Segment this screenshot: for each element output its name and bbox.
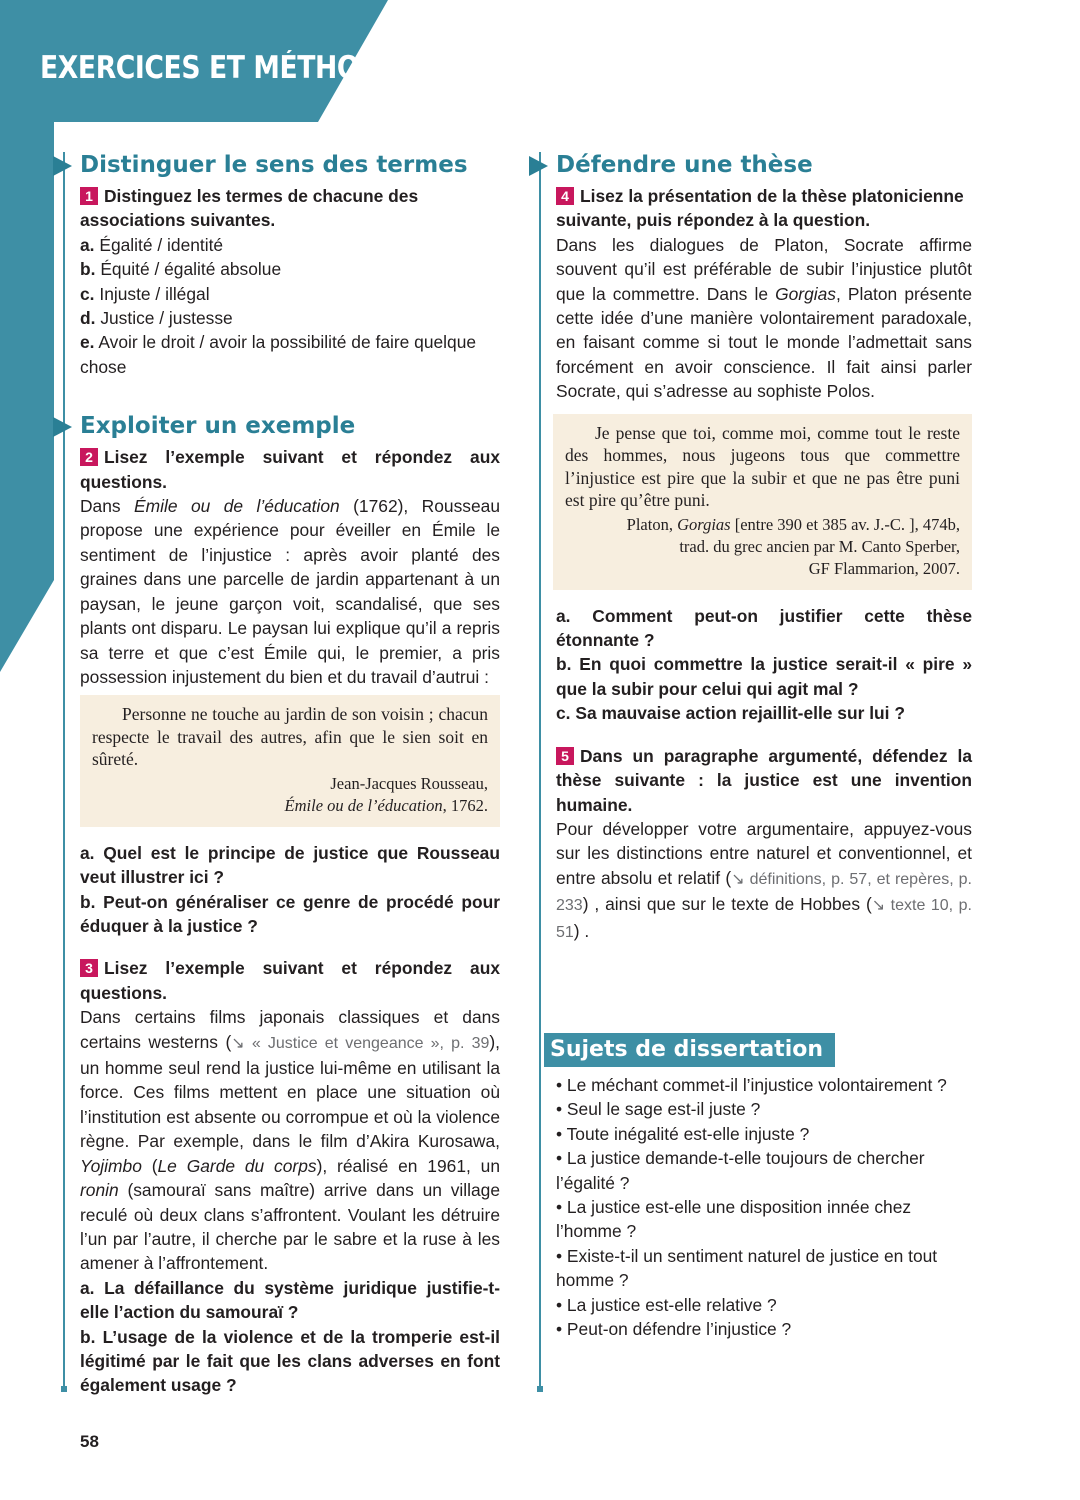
- list-item: • Seul le sage est-il juste ?: [556, 1099, 761, 1120]
- platon-quote: [553, 414, 972, 590]
- exercise-5-body: Pour développer votre argumentaire, appuyez-vous sur les distinctions entre naturel et conventionnel, et entre absolu et relatif (↘ définitions, p. 57, et repères, p. 233) , ainsi que sur le texte de Hobbes (↘ texte 10, p. 51) .: [556, 818, 972, 941]
- exercise-number-badge: 5: [556, 747, 574, 765]
- right-column-rule: [539, 152, 541, 1388]
- list-item: a. Égalité / identité: [80, 234, 224, 255]
- section-title-distinguer: [68, 150, 500, 180]
- exercise-4-instruction: [556, 184, 972, 233]
- cross-reference: ↘ texte 10, p. 51: [556, 897, 972, 941]
- list-item: • Toute inégalité est-elle injuste ?: [556, 1123, 810, 1144]
- list-item: e. Avoir le droit / avoir la possibilité de faire quelque chose: [80, 332, 477, 377]
- instruction-text: Distinguez les termes de chacune des associations suivantes.: [80, 186, 419, 231]
- exercise-3-body: Dans certains films japonais classiques et dans certains westerns (↘ « Justice et vengeance », p. 39), un homme seul rend la justice lui-même en utilisant la force. Ces films mettent en place une situation où l’institution est absente ou corrompue et où la violence règne. Par exemple, dans le film d’Akira Kurosawa, Yojimbo (Le Garde du corps), réalisé en 1961, un ronin (samouraï sans maître) arrive dans un village reculé où deux clans s’affrontent. Voulant les détruire l’un par l’autre, il cherche par le sabre et la ruse à les amener à l’affrontement.: [80, 1007, 501, 1274]
- quote-source-publisher: GF Flammarion, 2007.: [808, 558, 960, 578]
- quote-source-author: Platon, Gorgias [entre 390 et 385 av. J.-C. ], 474b,: [626, 514, 960, 534]
- list-item: c. Injuste / illégal: [80, 283, 210, 304]
- exercise-number-badge: 4: [556, 187, 574, 205]
- question-item: b. L’usage de la violence et de la tromperie est-il légitimé par le fait que les clans adverses en font également usage ?: [80, 1326, 500, 1396]
- instruction-text: Lisez la présentation de la thèse platonicienne suivante, puis répondez à la question.: [556, 186, 964, 231]
- rousseau-quote: [80, 695, 500, 827]
- sujets-section: [550, 1033, 972, 1341]
- exercise-3-instruction: [80, 956, 500, 1005]
- exercise-4-body: Dans les dialogues de Platon, Socrate affirme souvent qu’il est préférable de subir l’injustice plutôt que la commettre. Dans le Gorgias, Platon présente cette idée d’une manière volontairement paradoxale, en faisant comme si tout le monde l’admettait sans forcément en avoir conscience. Il fait ainsi parler Socrate, qui s’adresse au sophiste Polos.: [556, 234, 972, 402]
- cross-reference: ↘ « Justice et vengeance », p. 39: [231, 1034, 490, 1052]
- list-item: • Existe-t-il un sentiment naturel de justice en tout homme ?: [556, 1245, 938, 1291]
- section-title-text: Défendre une thèse: [556, 152, 813, 178]
- list-item: d. Justice / justesse: [80, 308, 233, 329]
- section-arrow-icon: [53, 156, 72, 176]
- right-column: [550, 150, 972, 1341]
- page-number: 58: [80, 1432, 99, 1451]
- question-item: a. Quel est le principe de justice que Rousseau veut illustrer ici ?: [80, 842, 500, 888]
- quote-source-author: Jean-Jacques Rousseau,: [330, 773, 488, 793]
- exercise-number-badge: 3: [80, 959, 98, 977]
- sujets-title: Sujets de dissertation: [544, 1033, 835, 1067]
- section-arrow-icon: [53, 417, 72, 437]
- section-title-text: Exploiter un exemple: [80, 413, 356, 440]
- section-title-defendre: [544, 150, 972, 180]
- right-column-rule-end: [537, 1386, 543, 1392]
- exercise-number-badge: 2: [80, 448, 98, 466]
- question-item: c. Sa mauvaise action rejaillit-elle sur lui ?: [556, 703, 905, 724]
- page-title: EXERCICES ET MÉTHODES: [40, 50, 418, 86]
- exercise-1-instruction: [80, 184, 500, 233]
- section-title-text: Distinguer le sens des termes: [80, 152, 468, 178]
- left-column-rule-end: [61, 1386, 67, 1392]
- list-item: • Peut-on défendre l’injustice ?: [556, 1319, 792, 1339]
- exercise-2-intro: Dans Émile ou de l’éducation (1762), Rousseau propose une expérience pour éveiller en Émile le sentiment de l’injustice : après avoir planté des graines dans une parcelle de jardin appartenant à un paysan, le jeune garçon voit, scandalisé, que ses plants ont disparu. Le paysan lui explique qu’il a repris sa terre et que c’est Émile qui, le premier, a pris possession injustement du bien et du travail d’autrui :: [80, 496, 500, 687]
- exercise-2-instruction: [80, 445, 500, 494]
- instruction-text: Lisez l’exemple suivant et répondez aux questions.: [80, 958, 500, 1003]
- question-item: b. En quoi commettre la justice serait-il « pire » que la subir pour celui qui agit mal ?: [556, 654, 972, 699]
- question-item: a. Comment peut-on justifier cette thèse étonnante ?: [556, 605, 972, 651]
- left-column: [80, 150, 500, 1398]
- quote-text: Je pense que toi, comme moi, comme tout le reste des hommes, nous jugeons tous que commettre l’injustice est pire que la subir et que ne pas être puni est pire qu’être puni.: [565, 422, 960, 511]
- quote-source-work: Émile ou de l’éducation, 1762.: [284, 795, 488, 815]
- question-item: a. La défaillance du système juridique justifie-t-elle l’action du samouraï ?: [80, 1277, 500, 1323]
- quote-source-translation: trad. du grec ancien par M. Canto Sperber,: [679, 536, 960, 556]
- cross-reference: ↘ définitions, p. 57, et repères, p. 233: [556, 870, 972, 915]
- list-item: b. Équité / égalité absolue: [80, 259, 282, 280]
- exercise-number-badge: 1: [80, 187, 98, 205]
- left-column-rule: [63, 152, 65, 1388]
- section-arrow-icon: [529, 156, 548, 176]
- instruction-text: Dans un paragraphe argumenté, défendez la thèse suivante : la justice est une invention humaine.: [556, 745, 972, 815]
- exercise-5-instruction: [556, 744, 972, 817]
- section-title-exploiter: [68, 411, 500, 441]
- list-item: • La justice est-elle une disposition innée chez l’homme ?: [556, 1196, 912, 1242]
- quote-text: Personne ne touche au jardin de son voisin ; chacun respecte le travail des autres, afin que le sien soit en sûreté.: [92, 704, 488, 770]
- list-item: • La justice demande-t-elle toujours de chercher l’égalité ?: [556, 1148, 925, 1193]
- list-item: • La justice est-elle relative ?: [556, 1294, 777, 1315]
- question-item: b. Peut-on généraliser ce genre de procédé pour éduquer à la justice ?: [80, 891, 500, 937]
- list-item: • Le méchant commet-il l’injustice volontairement ?: [556, 1074, 947, 1095]
- sujets-list: [556, 1073, 972, 1341]
- instruction-text: Lisez l’exemple suivant et répondez aux questions.: [80, 447, 500, 492]
